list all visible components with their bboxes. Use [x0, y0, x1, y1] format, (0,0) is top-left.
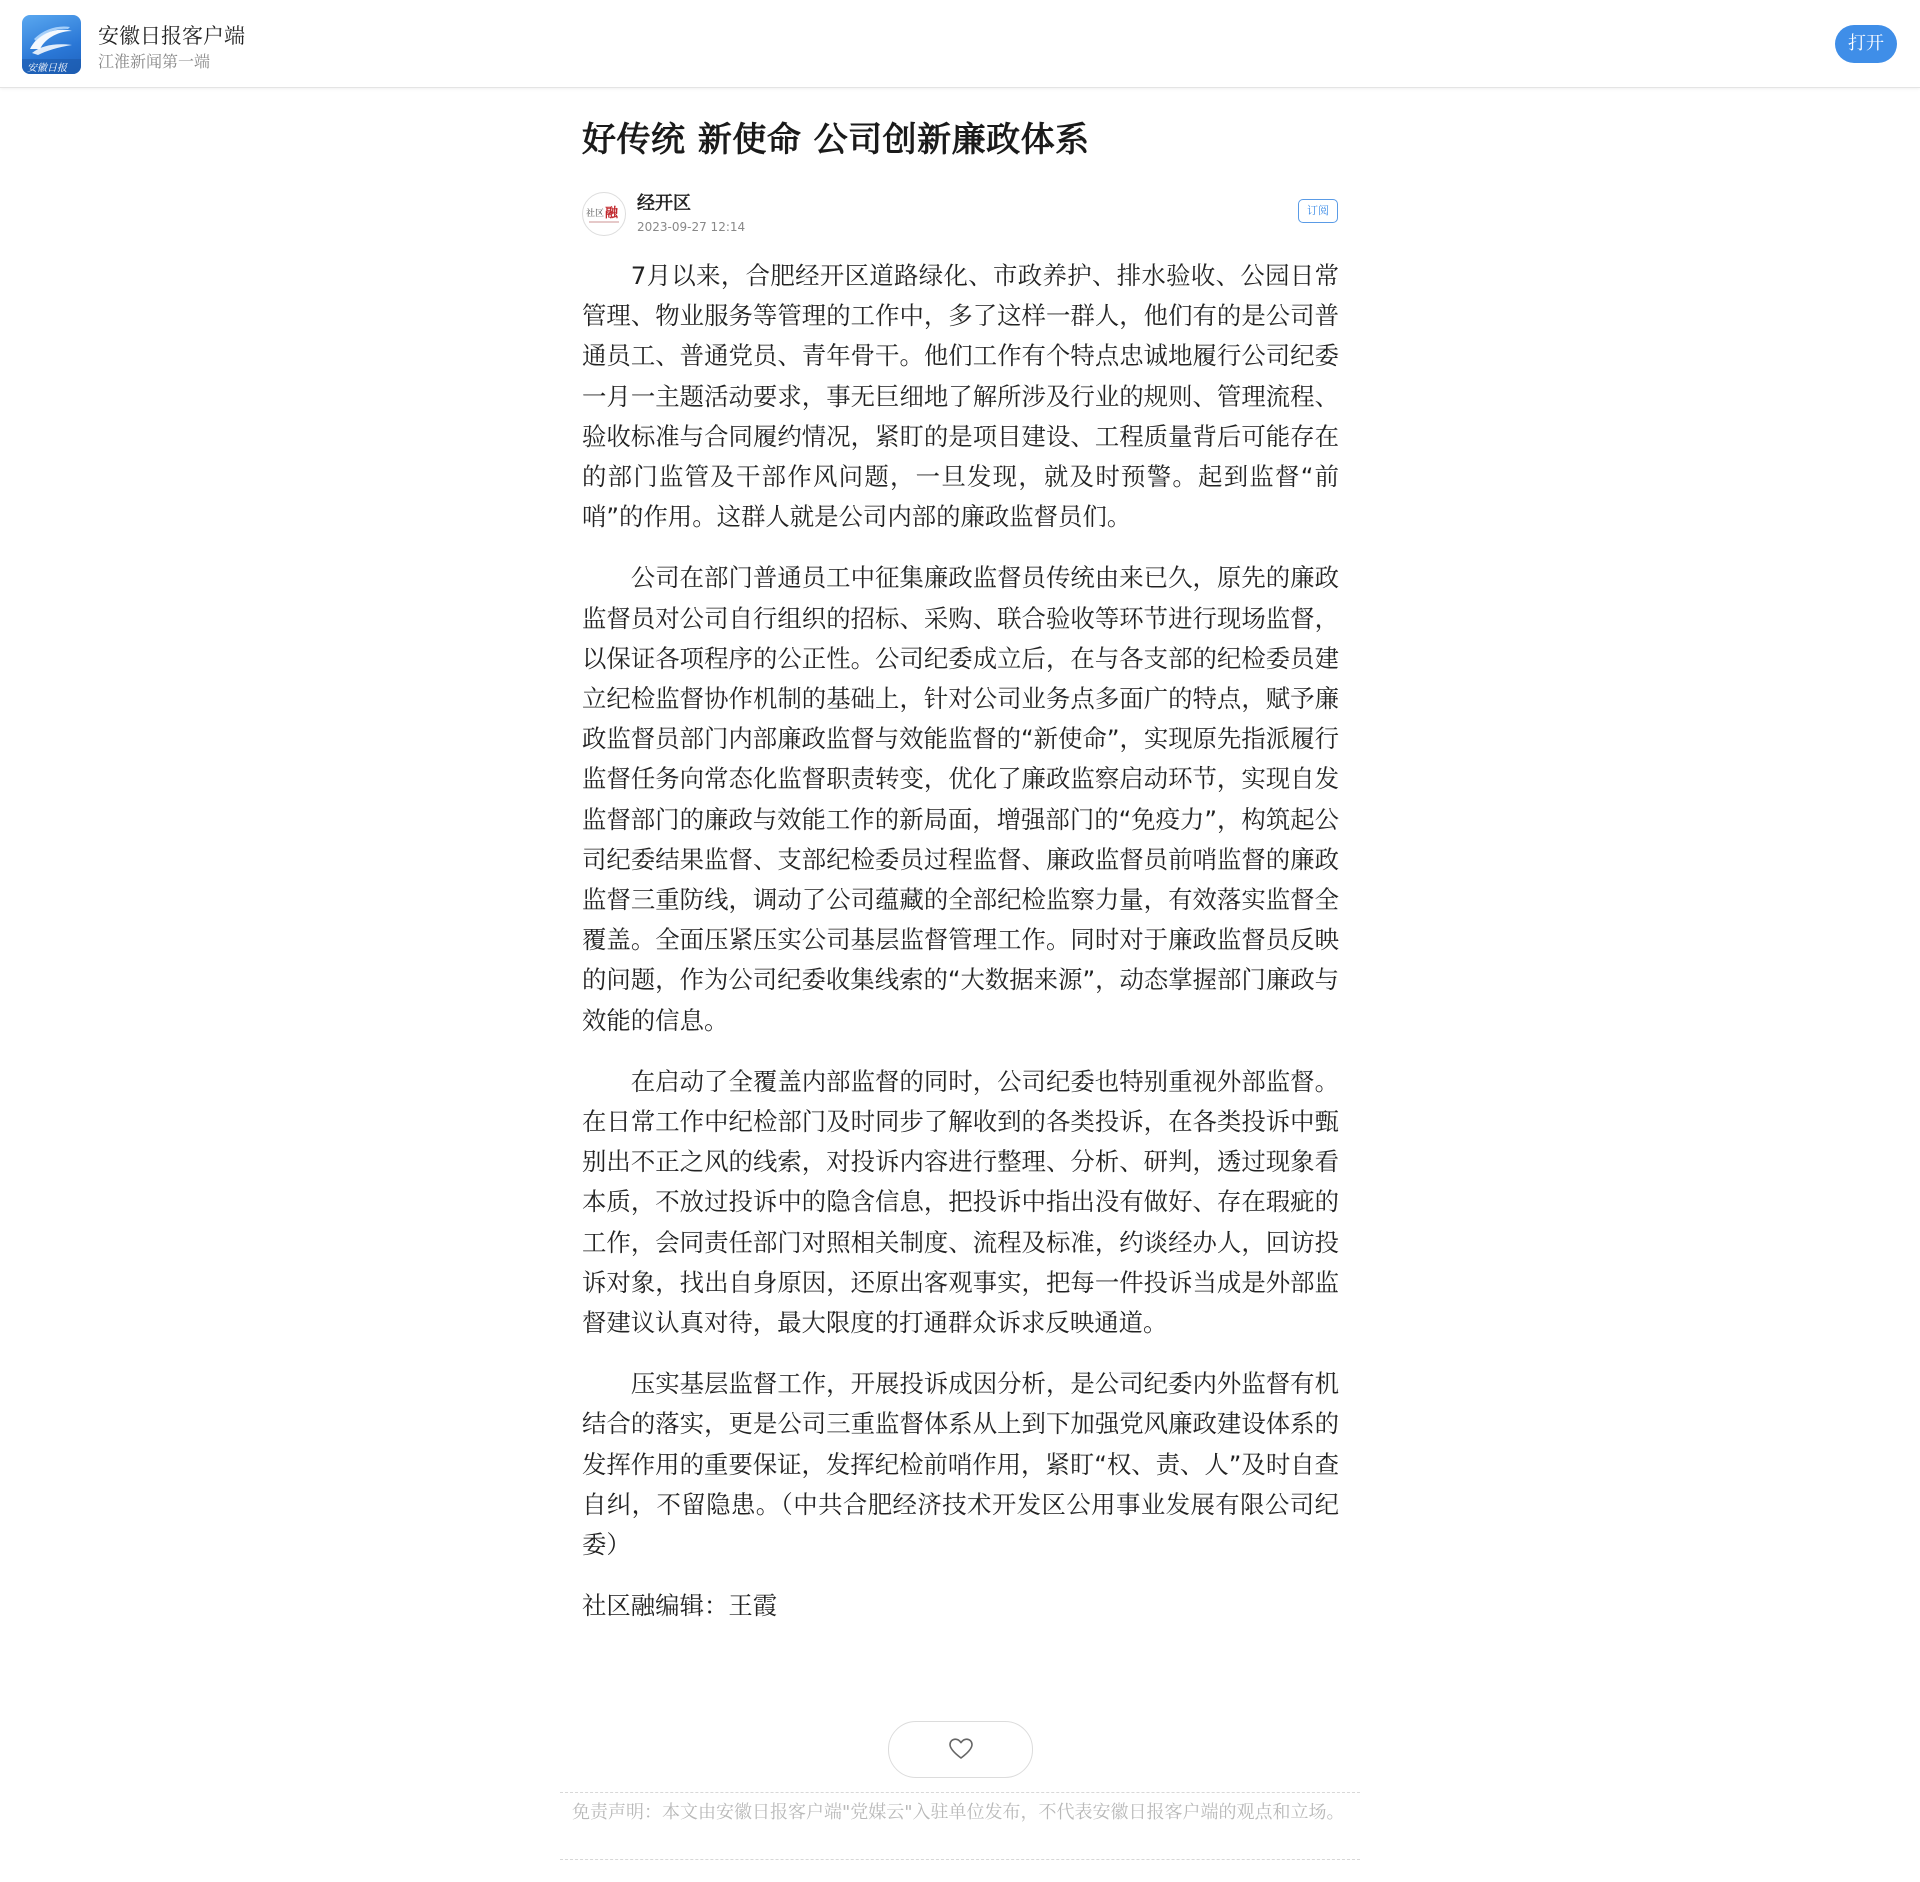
app-name: 安徽日报客户端 — [98, 24, 245, 48]
like-button[interactable] — [888, 1721, 1033, 1778]
article-title: 好传统 新使命 公司创新廉政体系 — [582, 120, 1090, 160]
open-app-button[interactable]: 打开 — [1835, 25, 1897, 63]
article-body — [582, 256, 1339, 1627]
article — [582, 108, 1339, 1648]
heart-icon — [949, 1738, 973, 1760]
app-download-banner — [0, 0, 1920, 88]
app-slogan: 江淮新闻第一端 — [98, 52, 211, 71]
article-paragraph: 在启动了全覆盖内部监督的同时，公司纪委也特别重视外部监督。在日常工作中纪检部门及时同步了解收到的各类投诉，在各类投诉中甄别出不正之风的线索，对投诉内容进行整理、分析、研判，透过现象看本质，不放过投诉中的隐含信息，把投诉中指出没有做好、存在瑕疵的工作，会同责任部门对照相关制度、流程及标准，约谈经办人，回访投诉对象，找出自身原因，还原出客观事实，把每一件投诉当成是外部监督建议认真对待，最大限度的打通群众诉求反映通道。 — [582, 1066, 1339, 1338]
author-name[interactable]: 经开区 — [637, 193, 691, 214]
disclaimer: 免责声明：本文由安徽日报客户端"党媒云"入驻单位发布，不代表安徽日报客户端的观点和立场。 — [560, 1792, 1360, 1860]
avatar-mark: 融 — [605, 206, 619, 221]
subscribe-button[interactable]: 订阅 — [1298, 199, 1338, 223]
anhui-daily-logo-icon — [22, 15, 81, 74]
article-meta — [582, 192, 1339, 256]
avatar-text: 社区 — [586, 209, 605, 219]
article-paragraph: 压实基层监督工作，开展投诉成因分析，是公司纪委内外监督有机结合的落实，更是公司三重监督体系从上到下加强党风廉政建设体系的发挥作用的重要保证，发挥纪检前哨作用，紧盯“权、责、人”及时自查自纠，不留隐患。（中共合肥经济技术开发区公用事业发展有限公司纪委） — [582, 1369, 1339, 1560]
article-paragraph: 公司在部门普通员工中征集廉政监督员传统由来已久，原先的廉政监督员对公司自行组织的招标、采购、联合验收等环节进行现场监督，以保证各项程序的公正性。公司纪委成立后，在与各支部的纪检委员建立纪检监督协作机制的基础上，针对公司业务点多面广的特点，赋予廉政监督员部门内部廉政监督与效能监督的“新使命”，实现原先指派履行监督任务向常态化监督职责转变，优化了廉政监察启动环节，实现自发监督部门的廉政与效能工作的新局面，增强部门的“免疫力”，构筑起公司纪委结果监督、支部纪检委员过程监督、廉政监督员前哨监督的廉政监督三重防线，调动了公司蕴藏的全部纪检监察力量，有效落实监督全覆盖。全面压紧压实公司基层监督管理工作。同时对于廉政监督员反映的问题，作为公司纪委收集线索的“大数据来源”，动态掌握部门廉政与效能的信息。 — [582, 563, 1339, 1035]
article-paragraph: 7月以来，合肥经开区道路绿化、市政养护、排水验收、公园日常管理、物业服务等管理的工作中，多了这样一群人，他们有的是公司普通员工、普通党员、青年骨干。他们工作有个特点忠诚地履行公司纪委一月一主题活动要求，事无巨细地了解所涉及行业的规则、管理流程、验收标准与合同履约情况，紧盯的是项目建设、工程质量背后可能存在的部门监管及干部作风问题，一旦发现，就及时预警。起到监督“前哨”的作用。这群人就是公司内部的廉政监督员们。 — [582, 261, 1339, 532]
avatar-underline — [589, 221, 619, 223]
publish-time: 2023-09-27 12:14 — [637, 220, 746, 234]
logo-text: 安徽日报 — [27, 63, 67, 74]
editor-credit: 社区融编辑：王霞 — [582, 1591, 778, 1621]
author-avatar[interactable] — [582, 192, 626, 236]
